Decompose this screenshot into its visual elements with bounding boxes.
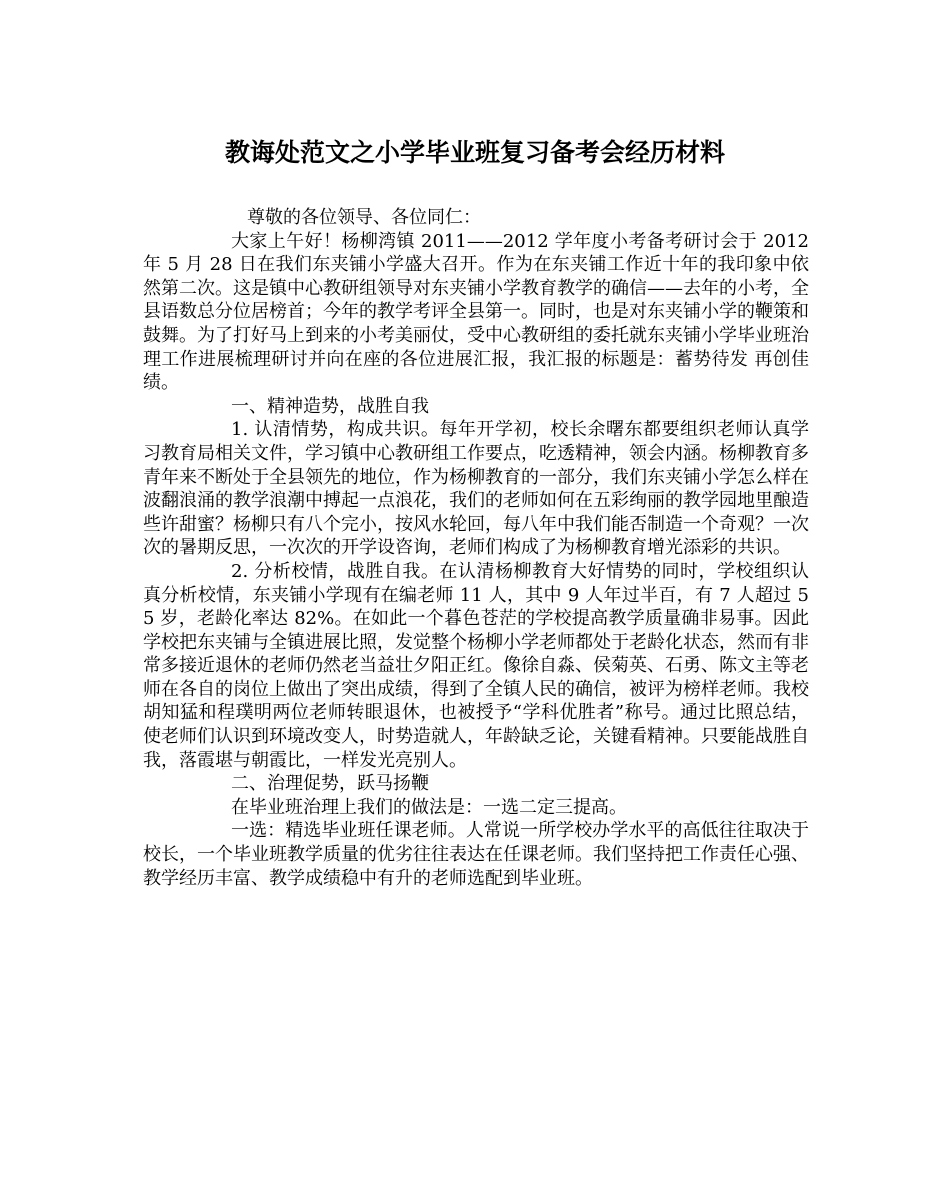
greeting-paragraph: 尊敬的各位领导、各位同仁：: [247, 207, 481, 228]
paragraph-point-2: 2. 分析校情，战胜自我。在认清杨柳教育大好情势的同时，学校组织认真分析校情，东夹铺小学现有在编老师 11 人，其中 9 人年过半百，有 7 人超过 55 岁，老龄化率达 82%。在如此一个暮色苍茫的学校提高教学质量确非易事。因此学校把东夹铺与全镇进展比照，发觉整个杨柳小学老师都处于老龄化状态，然而有非常多接近退休的老师仍然老当益壮夕阳正红。像徐自淼、侯菊英、石勇、陈文主等老师在各自的岗位上做出了突出成绩，得到了全镇人民的确信，被评为榜样老师。我校胡知猛和程璞明两位老师转眼退休，也被授予“学科优胜者”称号。通过比照总结，使老师们认识到环境改变人，时势造就人，年龄缺乏论，关键看精神。只要能战胜自我，落霞堪与朝霞比，一样发光亮别人。: [143, 560, 809, 771]
intro-paragraph: 大家上午好！杨柳湾镇 2011——2012 学年度小考备考研讨会于 2012 年 5 月 28 日在我们东夹铺小学盛大召开。作为在东夹铺工作近十年的我印象中依然第二次。这是镇中心教研组领导对东夹铺小学教育教学的确信——去年的小考，全县语数总分位居榜首；今年的教学考评全县第一。同时，也是对东夹铺小学的鞭策和鼓舞。为了打好马上到来的小考美丽仗，受中心教研组的委托就东夹铺小学毕业班治理工作进展梳理研讨并向在座的各位进展汇报，我汇报的标题是：蓄势待发 再创佳绩。: [143, 230, 809, 394]
management-summary-paragraph: 在毕业班治理上我们的做法是：一选二定三提高。: [231, 796, 627, 818]
section-heading-1: 一、精神造势，战胜自我: [231, 395, 429, 417]
document-title: 教诲处范文之小学毕业班复习备考会经历材料: [224, 138, 725, 167]
section-heading-2: 二、治理促势，跃马扬鞭: [231, 773, 429, 795]
paragraph-point-1: 1. 认清情势，构成共识。每年开学初，校长余曙东都要组织老师认真学习教育局相关文件，学习镇中心教研组工作要点，吃透精神，领会内涵。杨柳教育多青年来不断处于全县领先的地位，作为杨柳教育的一部分，我们东夹铺小学怎么样在波翻浪涌的教学浪潮中搏起一点浪花，我们的老师如何在五彩绚丽的教学园地里酿造些许甜蜜？杨柳只有八个完小，按风水轮回，每八年中我们能否制造一个奇观？一次次的暑期反思，一次次的开学设咨询，老师们构成了为杨柳教育增光添彩的共识。: [143, 419, 809, 559]
document-body: [143, 206, 809, 890]
paragraph-select-teachers: 一选：精选毕业班任课老师。人常说一所学校办学水平的高低往往取决于校长，一个毕业班教学质量的优劣往往表达在任课老师。我们坚持把工作责任心强、教学经历丰富、教学成绩稳中有升的老师选配到毕业班。: [143, 820, 809, 889]
